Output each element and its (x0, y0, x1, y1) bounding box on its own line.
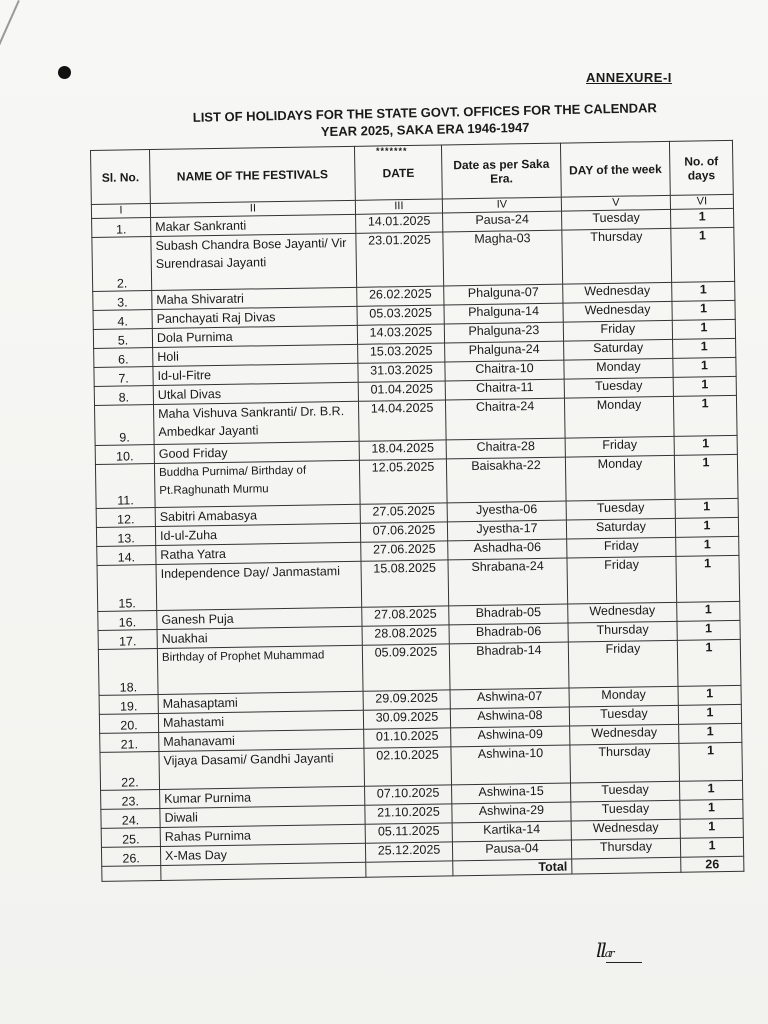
row-day-of-week: Tuesday (564, 377, 673, 398)
row-festival-name: X-Mas Day (160, 843, 365, 865)
row-saka-date: Phalguna-24 (445, 341, 564, 362)
row-saka-date: Kartika-14 (452, 821, 571, 842)
row-date: 01.04.2025 (358, 381, 445, 401)
row-saka-date: Ashwina-07 (450, 688, 569, 709)
row-no-of-days: 1 (676, 555, 740, 602)
row-date: 02.10.2025 (364, 747, 452, 786)
row-saka-date: Phalguna-14 (444, 303, 563, 324)
annexure-label: ANNEXURE-I (586, 70, 672, 85)
row-festival-name: Independence Day/ Janmastami (156, 561, 362, 610)
row-saka-date: Chaitra-10 (445, 360, 564, 381)
row-no-of-days: 1 (679, 723, 742, 743)
row-date: 14.04.2025 (358, 400, 446, 441)
row-saka-date: Bhadrab-06 (449, 623, 568, 644)
row-no-of-days: 1 (675, 517, 738, 537)
punch-hole (58, 66, 71, 79)
row-no-of-days: 1 (672, 281, 735, 301)
row-festival-name: Rahas Purnima (160, 824, 365, 846)
row-serial-number: 6. (94, 348, 153, 368)
row-no-of-days: 1 (678, 685, 741, 705)
header-day-of-week: DAY of the week (560, 141, 670, 197)
row-date: 29.09.2025 (363, 690, 450, 710)
row-no-of-days: 1 (673, 376, 736, 396)
row-date: 23.01.2025 (356, 232, 444, 287)
row-festival-name: Good Friday (154, 441, 359, 463)
row-festival-name: Sabitri Amabasya (155, 504, 360, 526)
row-festival-name: Mahasaptami (158, 691, 363, 713)
row-festival-name: Vijaya Dasami/ Gandhi Jayanti (159, 748, 365, 789)
row-festival-name: Kumar Purnima (160, 786, 365, 808)
row-date: 26.02.2025 (357, 286, 444, 306)
row-saka-date: Ashwina-29 (452, 802, 571, 823)
row-day-of-week: Thursday (568, 621, 677, 642)
row-date: 07.06.2025 (360, 522, 447, 542)
row-day-of-week: Tuesday (571, 781, 680, 802)
row-day-of-week: Wednesday (571, 819, 680, 840)
row-day-of-week: Friday (563, 320, 672, 341)
row-saka-date: Ashwina-08 (450, 707, 569, 728)
row-serial-number: 26. (101, 846, 160, 866)
header-sl-no: Sl. No. (91, 150, 151, 205)
row-day-of-week: Tuesday (571, 800, 680, 821)
row-serial-number: 10. (95, 445, 154, 465)
row-festival-name: Id-ul-Zuha (155, 523, 360, 545)
row-day-of-week: Monday (569, 686, 678, 707)
row-date: 15.03.2025 (358, 343, 445, 363)
row-saka-date: Magha-03 (443, 230, 563, 286)
row-festival-name: Nuakhai (157, 626, 362, 648)
column-number: I (91, 204, 150, 219)
row-serial-number: 17. (98, 630, 157, 650)
row-saka-date: Pausa-04 (452, 840, 571, 861)
row-day-of-week: Wednesday (563, 301, 672, 322)
page-edge-shadow (0, 0, 20, 147)
row-date: 07.10.2025 (365, 785, 452, 805)
row-festival-name: Panchayati Raj Divas (152, 306, 357, 328)
row-saka-date: Phalguna-23 (444, 322, 563, 343)
total-empty-cell (102, 865, 161, 881)
row-festival-name: Buddha Purnima/ Birthday of Pt.Raghunath Murmu (154, 460, 360, 507)
row-date: 05.03.2025 (357, 305, 444, 325)
row-saka-date: Bhadrab-05 (449, 604, 568, 625)
table-header-row (91, 140, 734, 204)
row-serial-number: 18. (98, 649, 158, 696)
row-serial-number: 3. (93, 291, 152, 311)
row-day-of-week: Wednesday (570, 724, 679, 745)
row-date: 27.06.2025 (361, 541, 448, 561)
row-no-of-days: 1 (679, 742, 743, 781)
row-no-of-days: 1 (671, 208, 734, 228)
total-empty-cell (366, 861, 453, 877)
row-day-of-week: Wednesday (568, 602, 677, 623)
row-serial-number: 7. (94, 367, 153, 387)
header-festival-name: NAME OF THE FESTIVALS (150, 146, 356, 203)
row-day-of-week: Saturday (564, 339, 673, 360)
row-day-of-week: Thursday (570, 743, 680, 783)
signature-underline (606, 962, 642, 963)
total-days: 26 (681, 856, 744, 872)
row-serial-number: 11. (95, 464, 155, 509)
row-festival-name: Id-ul-Fitre (153, 363, 358, 385)
row-date: 15.08.2025 (361, 560, 449, 607)
row-serial-number: 22. (100, 751, 160, 790)
row-saka-date: Ashwina-09 (451, 726, 570, 747)
row-date: 14.01.2025 (356, 213, 443, 233)
row-festival-name: Mahanavami (159, 729, 364, 751)
row-no-of-days: 1 (680, 837, 743, 857)
row-date: 12.05.2025 (359, 459, 447, 504)
row-saka-date: Chaitra-24 (445, 398, 565, 440)
row-day-of-week: Monday (565, 455, 675, 501)
row-serial-number: 24. (101, 808, 160, 828)
row-serial-number: 23. (101, 789, 160, 809)
title-separator: ******* (376, 146, 408, 156)
column-number: II (150, 200, 355, 217)
row-saka-date: Baisakha-22 (446, 457, 566, 503)
row-no-of-days: 1 (680, 799, 743, 819)
row-saka-date: Pausa-24 (443, 211, 562, 232)
row-no-of-days: 1 (678, 704, 741, 724)
row-no-of-days: 1 (680, 818, 743, 838)
row-saka-date: Jyestha-17 (447, 520, 566, 541)
row-serial-number: 1. (92, 218, 151, 238)
row-day-of-week: Thursday (562, 228, 672, 284)
row-no-of-days: 1 (677, 601, 740, 621)
column-number: VI (670, 194, 733, 209)
row-no-of-days: 1 (677, 620, 740, 640)
row-no-of-days: 1 (674, 435, 737, 455)
row-festival-name: Ganesh Puja (157, 607, 362, 629)
row-day-of-week: Thursday (571, 838, 680, 859)
row-festival-name: Maha Vishuva Sankranti/ Dr. B.R. Ambedkar Jayanti (154, 401, 360, 444)
row-no-of-days: 1 (673, 395, 737, 436)
row-date: 14.03.2025 (357, 324, 444, 344)
row-day-of-week: Friday (565, 436, 674, 457)
row-date: 21.10.2025 (365, 804, 452, 824)
row-day-of-week: Friday (568, 640, 678, 688)
row-festival-name: Subash Chandra Bose Jayanti/ Vir Surendrasai Jayanti (151, 233, 357, 290)
row-date: 27.05.2025 (360, 503, 447, 523)
row-date: 25.12.2025 (365, 842, 452, 862)
row-serial-number: 20. (99, 713, 158, 733)
row-date: 30.09.2025 (363, 709, 450, 729)
row-serial-number: 15. (97, 565, 157, 612)
row-serial-number: 5. (93, 329, 152, 349)
row-festival-name: Birthday of Prophet Muhammad (157, 645, 363, 694)
row-day-of-week: Tuesday (569, 705, 678, 726)
row-serial-number: 13. (96, 527, 155, 547)
row-date: 28.08.2025 (362, 625, 449, 645)
document-title (150, 98, 701, 144)
row-day-of-week: Friday (567, 556, 677, 604)
total-empty-cell (572, 857, 681, 874)
row-no-of-days: 1 (673, 357, 736, 377)
row-no-of-days: 1 (673, 338, 736, 358)
row-day-of-week: Saturday (566, 518, 675, 539)
row-day-of-week: Monday (564, 396, 674, 438)
row-festival-name: Ratha Yatra (156, 542, 361, 564)
column-number: III (355, 199, 442, 214)
row-serial-number: 16. (98, 611, 157, 631)
row-saka-date: Ashwina-10 (451, 745, 571, 785)
row-serial-number: 12. (96, 508, 155, 528)
table-row (92, 227, 735, 291)
row-no-of-days: 1 (676, 536, 739, 556)
row-saka-date: Chaitra-11 (445, 379, 564, 400)
row-festival-name: Diwali (160, 805, 365, 827)
row-festival-name: Makar Sankranti (151, 214, 356, 236)
row-saka-date: Chaitra-28 (446, 438, 565, 459)
row-date: 18.04.2025 (359, 440, 446, 460)
row-date: 27.08.2025 (362, 606, 449, 626)
row-date: 01.10.2025 (364, 728, 451, 748)
table-body (92, 208, 744, 866)
row-saka-date: Phalguna-07 (444, 284, 563, 305)
row-no-of-days: 1 (677, 639, 741, 686)
row-festival-name: Maha Shivaratri (152, 287, 357, 309)
title-line-1: LIST OF HOLIDAYS FOR THE STATE GOVT. OFFICES FOR THE CALENDAR (192, 100, 658, 125)
row-serial-number: 2. (92, 237, 152, 292)
row-serial-number: 14. (97, 546, 156, 566)
row-saka-date: Ashwina-15 (452, 783, 571, 804)
row-day-of-week: Wednesday (563, 282, 672, 303)
row-serial-number: 4. (93, 310, 152, 330)
row-date: 05.09.2025 (362, 644, 450, 691)
column-number: V (561, 195, 670, 211)
column-number: IV (442, 197, 561, 213)
row-festival-name: Dola Purnima (152, 325, 357, 347)
row-day-of-week: Monday (564, 358, 673, 379)
row-serial-number: 25. (101, 827, 160, 847)
row-no-of-days: 1 (672, 319, 735, 339)
row-no-of-days: 1 (672, 300, 735, 320)
row-no-of-days: 1 (679, 780, 742, 800)
row-serial-number: 9. (95, 405, 155, 446)
row-festival-name: Mahastami (158, 710, 363, 732)
row-serial-number: 21. (100, 732, 159, 752)
row-date: 05.11.2025 (365, 823, 452, 843)
row-festival-name: Holi (153, 344, 358, 366)
handwritten-signature: llar (596, 938, 613, 962)
row-no-of-days: 1 (675, 498, 738, 518)
row-no-of-days: 1 (674, 454, 738, 499)
row-serial-number: 19. (99, 694, 158, 714)
row-day-of-week: Friday (567, 537, 676, 558)
total-empty-cell (161, 862, 366, 880)
row-no-of-days: 1 (671, 227, 735, 282)
holiday-table (90, 140, 744, 882)
header-saka-date: Date as per Saka Era. (441, 143, 561, 199)
row-festival-name: Utkal Divas (153, 382, 358, 404)
row-day-of-week: Tuesday (566, 499, 675, 520)
total-label: Total (453, 859, 572, 876)
row-serial-number: 8. (94, 386, 153, 406)
header-no-of-days: No. of days (669, 140, 733, 195)
row-saka-date: Jyestha-06 (447, 501, 566, 522)
row-day-of-week: Tuesday (562, 209, 671, 230)
header-date: DATE (354, 145, 442, 200)
row-saka-date: Bhadrab-14 (449, 642, 569, 690)
row-saka-date: Ashadha-06 (448, 539, 567, 560)
row-saka-date: Shrabana-24 (448, 558, 568, 606)
row-date: 31.03.2025 (358, 362, 445, 382)
title-line-2: YEAR 2025, SAKA ERA 1946-1947 (320, 119, 530, 140)
